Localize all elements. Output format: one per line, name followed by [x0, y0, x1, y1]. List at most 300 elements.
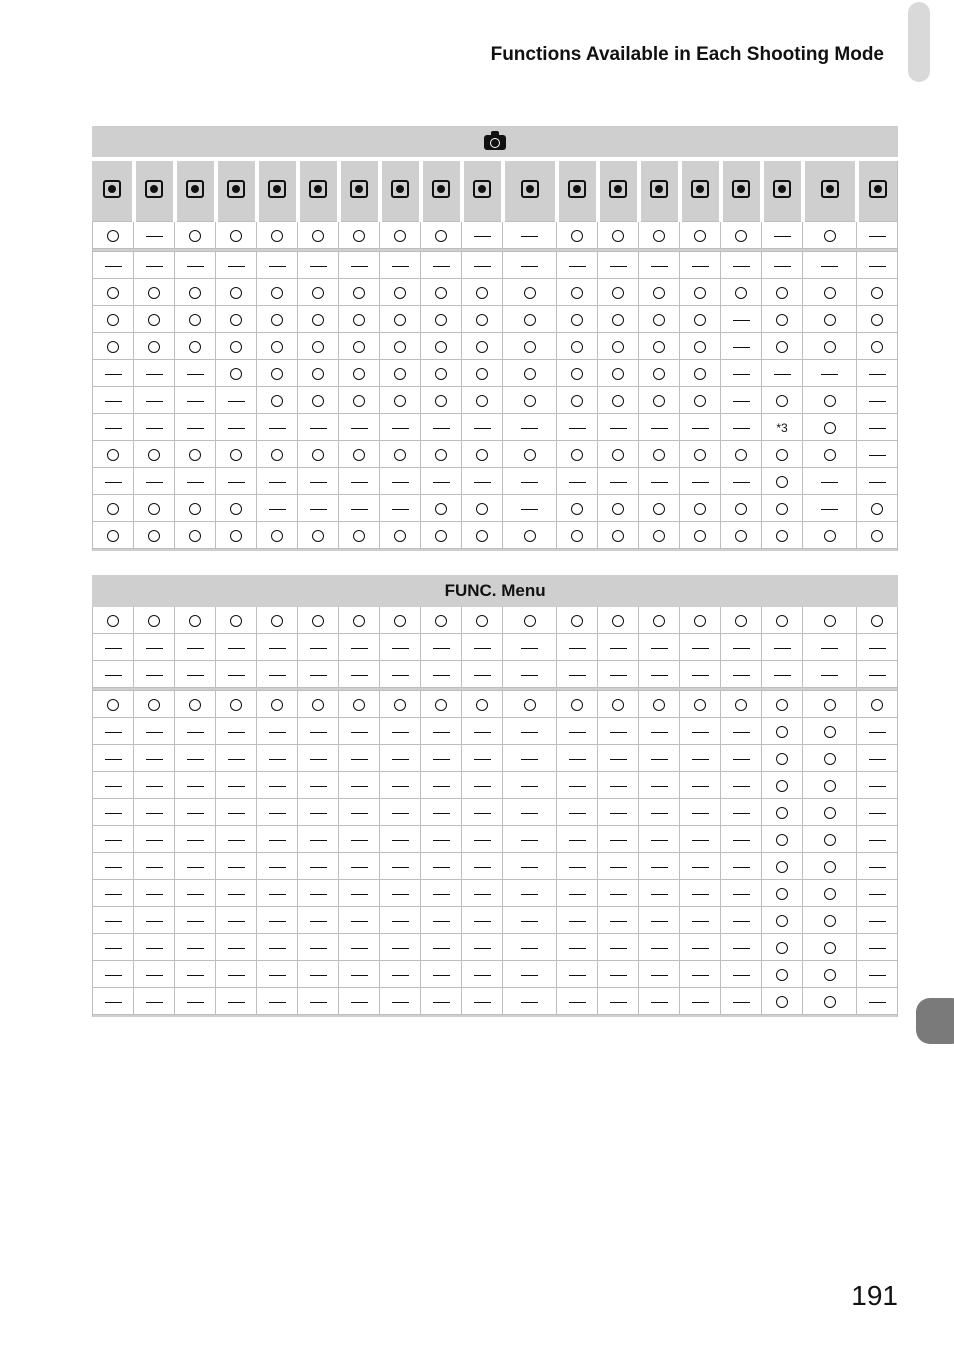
not-available-dash-icon [433, 428, 450, 430]
available-circle-icon [612, 341, 624, 353]
mode-column-header [462, 159, 503, 222]
not-available-dash-icon [351, 266, 368, 268]
table-cell [134, 745, 175, 772]
available-circle-icon [435, 314, 447, 326]
table-cell [380, 306, 421, 333]
not-available-dash-icon [269, 975, 286, 977]
table-cell [175, 907, 216, 934]
available-circle-icon [312, 395, 324, 407]
table-cell [339, 495, 380, 522]
table-cell [762, 222, 803, 249]
not-available-dash-icon [521, 867, 538, 869]
table-row [93, 853, 898, 880]
mode-column-header [721, 159, 762, 222]
not-available-dash-icon [869, 867, 886, 869]
table-cell [680, 607, 721, 634]
not-available-dash-icon [269, 648, 286, 650]
available-circle-icon [612, 314, 624, 326]
available-circle-icon [230, 368, 242, 380]
available-circle-icon [476, 615, 488, 627]
table-cell [557, 414, 598, 441]
mode-column-header [503, 159, 557, 222]
not-available-dash-icon [351, 732, 368, 734]
table-cell [503, 988, 557, 1015]
available-circle-icon [776, 395, 788, 407]
not-available-dash-icon [105, 894, 122, 896]
table-cell [257, 333, 298, 360]
mode-column-header [257, 159, 298, 222]
table-cell [857, 441, 898, 468]
not-available-dash-icon [869, 813, 886, 815]
not-available-dash-icon [869, 648, 886, 650]
table-cell [421, 333, 462, 360]
not-available-dash-icon [474, 732, 491, 734]
table-cell [380, 799, 421, 826]
table-cell [298, 934, 339, 961]
not-available-dash-icon [187, 975, 204, 977]
table-cell [216, 333, 257, 360]
table-cell [93, 414, 134, 441]
table-cell [557, 691, 598, 718]
table-cell [298, 387, 339, 414]
table-cell [380, 718, 421, 745]
available-circle-icon [353, 699, 365, 711]
table-cell [598, 414, 639, 441]
table-cell [134, 934, 175, 961]
available-circle-icon [824, 314, 836, 326]
available-circle-icon [824, 915, 836, 927]
not-available-dash-icon [569, 975, 586, 977]
table-cell [257, 745, 298, 772]
table-cell [803, 441, 857, 468]
table-cell [462, 607, 503, 634]
available-circle-icon [435, 395, 447, 407]
table-cell [680, 691, 721, 718]
available-circle-icon [189, 615, 201, 627]
not-available-dash-icon [610, 921, 627, 923]
not-available-dash-icon [105, 428, 122, 430]
table-cell [339, 907, 380, 934]
table-cell [762, 414, 803, 441]
table-cell [503, 799, 557, 826]
available-circle-icon [612, 699, 624, 711]
table-cell [257, 279, 298, 306]
table-cell [857, 387, 898, 414]
available-circle-icon [476, 368, 488, 380]
table-cell [298, 826, 339, 853]
table-cell [462, 661, 503, 688]
table-cell [721, 279, 762, 306]
table-row [93, 468, 898, 495]
available-circle-icon [230, 314, 242, 326]
available-circle-icon [476, 530, 488, 542]
table-cell [639, 252, 680, 279]
not-available-dash-icon [269, 266, 286, 268]
snow-icon [691, 180, 709, 198]
table-bottom-border [93, 549, 898, 552]
not-available-dash-icon [474, 266, 491, 268]
not-available-dash-icon [433, 266, 450, 268]
color-accent-swap-icon [521, 180, 539, 198]
available-circle-icon [353, 530, 365, 542]
not-available-dash-icon [869, 948, 886, 950]
not-available-dash-icon [521, 786, 538, 788]
available-circle-icon [353, 314, 365, 326]
not-available-dash-icon [733, 732, 750, 734]
table-cell [557, 252, 598, 279]
available-circle-icon [312, 449, 324, 461]
table-cell [557, 853, 598, 880]
available-circle-icon [271, 530, 283, 542]
table-cell [721, 907, 762, 934]
available-circle-icon [189, 530, 201, 542]
table-cell [93, 880, 134, 907]
not-available-dash-icon [474, 948, 491, 950]
not-available-dash-icon [146, 840, 163, 842]
not-available-dash-icon [392, 675, 409, 677]
table-cell [503, 661, 557, 688]
table-cell [175, 853, 216, 880]
table-cell [216, 607, 257, 634]
table-cell [93, 279, 134, 306]
not-available-dash-icon [521, 732, 538, 734]
not-available-dash-icon [733, 759, 750, 761]
table-cell [857, 745, 898, 772]
table-cell [134, 907, 175, 934]
not-available-dash-icon [869, 266, 886, 268]
table-cell [598, 880, 639, 907]
table-cell [803, 907, 857, 934]
mode-icon-row [93, 159, 898, 222]
movie-icon [869, 180, 887, 198]
available-circle-icon [148, 503, 160, 515]
not-available-dash-icon [821, 374, 838, 376]
not-available-dash-icon [187, 840, 204, 842]
available-circle-icon [776, 996, 788, 1008]
table-cell [639, 306, 680, 333]
available-circle-icon [824, 230, 836, 242]
not-available-dash-icon [433, 921, 450, 923]
not-available-dash-icon [733, 675, 750, 677]
table-cell [298, 907, 339, 934]
table-cell [721, 306, 762, 333]
table-cell [134, 279, 175, 306]
not-available-dash-icon [269, 948, 286, 950]
available-circle-icon [824, 996, 836, 1008]
table-cell [857, 853, 898, 880]
available-circle-icon [824, 341, 836, 353]
available-circle-icon [612, 368, 624, 380]
available-circle-icon [776, 476, 788, 488]
not-available-dash-icon [692, 867, 709, 869]
table-row [93, 934, 898, 961]
kids-pets-icon [145, 180, 163, 198]
table-cell [680, 360, 721, 387]
table-cell [762, 333, 803, 360]
table-cell [298, 360, 339, 387]
table-cell [175, 826, 216, 853]
not-available-dash-icon [610, 786, 627, 788]
table-cell [216, 907, 257, 934]
table-cell [134, 333, 175, 360]
table-cell [175, 691, 216, 718]
table-cell [721, 772, 762, 799]
table-cell [380, 333, 421, 360]
table-cell [857, 691, 898, 718]
table-cell [298, 853, 339, 880]
available-circle-icon [230, 503, 242, 515]
not-available-dash-icon [351, 509, 368, 511]
table-cell [803, 387, 857, 414]
table-cell [339, 661, 380, 688]
table-cell [380, 934, 421, 961]
available-circle-icon [735, 615, 747, 627]
available-circle-icon [653, 503, 665, 515]
mode-column-header [175, 159, 216, 222]
not-available-dash-icon [269, 867, 286, 869]
available-circle-icon [653, 230, 665, 242]
not-available-dash-icon [521, 675, 538, 677]
table-cell [639, 333, 680, 360]
available-circle-icon [571, 503, 583, 515]
table-cell [216, 661, 257, 688]
not-available-dash-icon [433, 1002, 450, 1004]
poster-effect-icon [473, 180, 491, 198]
mode-column-header [680, 159, 721, 222]
not-available-dash-icon [869, 786, 886, 788]
available-circle-icon [230, 230, 242, 242]
available-circle-icon [230, 615, 242, 627]
not-available-dash-icon [569, 675, 586, 677]
table-cell [639, 853, 680, 880]
not-available-dash-icon [187, 374, 204, 376]
not-available-dash-icon [187, 428, 204, 430]
table-cell [380, 522, 421, 549]
table-cell [462, 880, 503, 907]
not-available-dash-icon [228, 759, 245, 761]
table-caption-row [93, 127, 898, 160]
table-cell [721, 745, 762, 772]
table-cell [421, 414, 462, 441]
table-cell [380, 387, 421, 414]
table-cell [503, 360, 557, 387]
not-available-dash-icon [310, 648, 327, 650]
table-cell [339, 522, 380, 549]
available-circle-icon [824, 780, 836, 792]
table-cell [462, 252, 503, 279]
not-available-dash-icon [351, 648, 368, 650]
available-circle-icon [571, 395, 583, 407]
table-cell [93, 387, 134, 414]
table-cell [639, 607, 680, 634]
table-cell [216, 961, 257, 988]
available-circle-icon [148, 314, 160, 326]
table-cell [639, 495, 680, 522]
table-cell [598, 306, 639, 333]
table-cell [557, 522, 598, 549]
mode-column-header [216, 159, 257, 222]
table-cell [680, 306, 721, 333]
available-circle-icon [694, 368, 706, 380]
available-circle-icon [612, 530, 624, 542]
available-circle-icon [776, 861, 788, 873]
table-cell [339, 718, 380, 745]
table-cell [639, 441, 680, 468]
table-cell [257, 360, 298, 387]
not-available-dash-icon [310, 482, 327, 484]
table-cell [557, 607, 598, 634]
table-cell [93, 306, 134, 333]
available-circle-icon [524, 530, 536, 542]
table-cell [721, 853, 762, 880]
table-cell [93, 360, 134, 387]
table-cell [557, 661, 598, 688]
table-cell [175, 607, 216, 634]
available-circle-icon [571, 230, 583, 242]
not-available-dash-icon [187, 648, 204, 650]
table-cell [134, 691, 175, 718]
table-cell [762, 360, 803, 387]
table-caption-row [93, 576, 898, 607]
table-cell [639, 468, 680, 495]
table-cell [762, 468, 803, 495]
page-header-title: Functions Available in Each Shooting Mode [490, 44, 884, 65]
not-available-dash-icon [187, 732, 204, 734]
table-row [93, 745, 898, 772]
table-cell [762, 718, 803, 745]
table-cell [598, 745, 639, 772]
table-cell [134, 772, 175, 799]
table-cell [803, 495, 857, 522]
not-available-dash-icon [869, 675, 886, 677]
not-available-dash-icon [146, 374, 163, 376]
table-cell [857, 360, 898, 387]
not-available-dash-icon [433, 894, 450, 896]
table-cell [298, 661, 339, 688]
table-cell [803, 880, 857, 907]
not-available-dash-icon [269, 813, 286, 815]
table-cell [216, 522, 257, 549]
available-circle-icon [524, 368, 536, 380]
table-cell [857, 522, 898, 549]
not-available-dash-icon [869, 894, 886, 896]
not-available-dash-icon [474, 675, 491, 677]
table-cell [216, 414, 257, 441]
available-circle-icon [653, 530, 665, 542]
table-cell [462, 691, 503, 718]
table-cell [298, 718, 339, 745]
not-available-dash-icon [228, 648, 245, 650]
not-available-dash-icon [610, 675, 627, 677]
table-cell [762, 279, 803, 306]
available-circle-icon [271, 449, 283, 461]
table-cell [380, 853, 421, 880]
not-available-dash-icon [146, 867, 163, 869]
not-available-dash-icon [105, 840, 122, 842]
not-available-dash-icon [692, 1002, 709, 1004]
not-available-dash-icon [733, 1002, 750, 1004]
landscape-icon [309, 180, 327, 198]
table-cell [93, 907, 134, 934]
table-cell [298, 468, 339, 495]
table-cell [339, 988, 380, 1015]
not-available-dash-icon [821, 482, 838, 484]
table-cell [762, 880, 803, 907]
table-cell [762, 252, 803, 279]
table-cell [857, 306, 898, 333]
table-cell [857, 934, 898, 961]
available-circle-icon [612, 449, 624, 461]
table-cell [680, 222, 721, 249]
not-available-dash-icon [310, 675, 327, 677]
available-circle-icon [189, 287, 201, 299]
not-available-dash-icon [146, 921, 163, 923]
table-cell [421, 718, 462, 745]
not-available-dash-icon [392, 840, 409, 842]
not-available-dash-icon [433, 840, 450, 842]
table-bottom-border-cell [93, 549, 898, 552]
table-cell [598, 495, 639, 522]
mode-column-header [93, 159, 134, 222]
not-available-dash-icon [869, 482, 886, 484]
table-cell [298, 799, 339, 826]
table-cell [175, 634, 216, 661]
table-cell [680, 799, 721, 826]
available-circle-icon [571, 615, 583, 627]
available-circle-icon [524, 699, 536, 711]
table-cell [721, 634, 762, 661]
table-row [93, 880, 898, 907]
not-available-dash-icon [651, 428, 668, 430]
table-cell [857, 907, 898, 934]
available-circle-icon [871, 314, 883, 326]
available-circle-icon [776, 807, 788, 819]
table-row [93, 306, 898, 333]
not-available-dash-icon [474, 648, 491, 650]
table-cell [680, 252, 721, 279]
not-available-dash-icon [521, 648, 538, 650]
not-available-dash-icon [521, 266, 538, 268]
available-circle-icon [524, 395, 536, 407]
table-cell [598, 279, 639, 306]
not-available-dash-icon [692, 948, 709, 950]
available-circle-icon [776, 915, 788, 927]
table-cell [134, 826, 175, 853]
table-cell [216, 691, 257, 718]
table-cell [380, 468, 421, 495]
table-cell [680, 441, 721, 468]
table-cell [503, 853, 557, 880]
not-available-dash-icon [610, 894, 627, 896]
table-cell [380, 634, 421, 661]
table-cell [721, 826, 762, 853]
available-circle-icon [776, 314, 788, 326]
available-circle-icon [776, 726, 788, 738]
table-cell [462, 853, 503, 880]
table-cell [762, 661, 803, 688]
available-circle-icon [735, 230, 747, 242]
mode-column-header [380, 159, 421, 222]
not-available-dash-icon [269, 786, 286, 788]
not-available-dash-icon [474, 840, 491, 842]
available-circle-icon [824, 699, 836, 711]
table-cell [462, 306, 503, 333]
available-circle-icon [612, 287, 624, 299]
table-cell [721, 718, 762, 745]
not-available-dash-icon [869, 732, 886, 734]
table-cell [421, 495, 462, 522]
not-available-dash-icon [569, 482, 586, 484]
